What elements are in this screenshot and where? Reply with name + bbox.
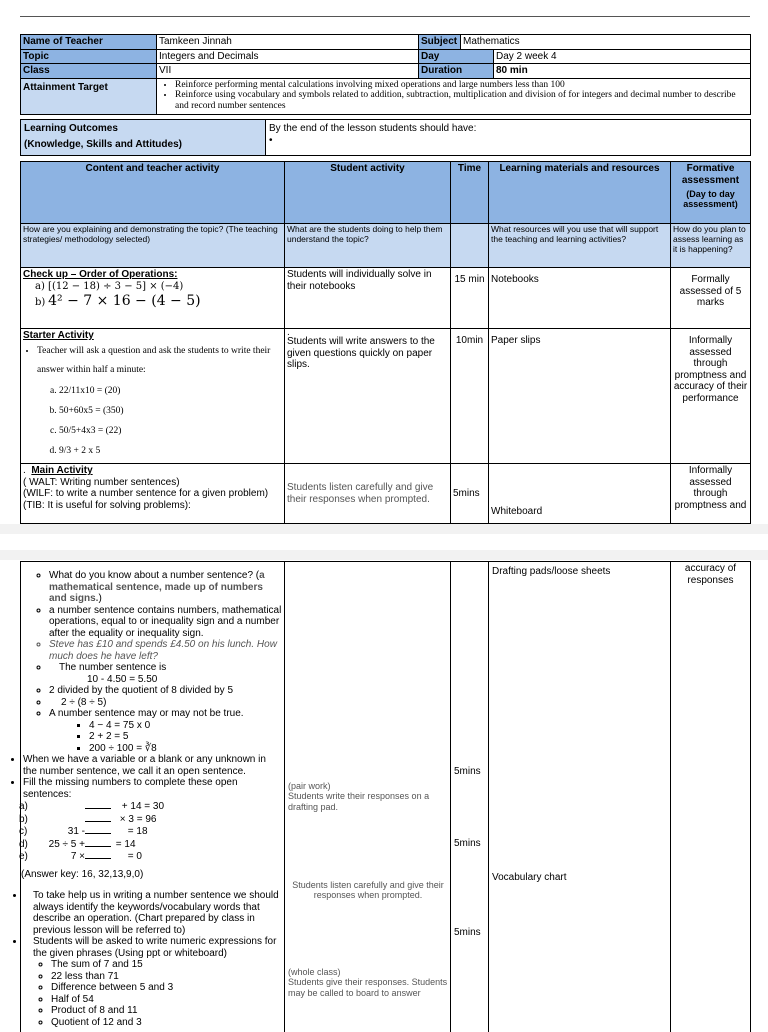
time-2: 5mins (454, 838, 481, 849)
main-dot: . (23, 465, 26, 477)
fill-post: × 3 = 96 (119, 813, 157, 825)
q1-text: What do you know about a number sentence? ( (49, 570, 260, 581)
steve-example: ◦ Steve has £10 and spends £4.50 on his lunch. How much does he have left? (49, 639, 282, 662)
starter-student (285, 329, 451, 464)
truefalse-text: A number sentence may or may not be true. (49, 708, 244, 719)
learning-outcomes-text (266, 120, 751, 156)
top-rule (20, 16, 750, 17)
page2-time (451, 562, 489, 1032)
phrase-item: ◦ Quotient of 12 and 3 (51, 1017, 282, 1029)
whole-text: Students give their responses. Students may be called to board to answer (288, 977, 448, 998)
lesson-header-table (20, 34, 751, 115)
fill-item (19, 813, 282, 826)
expressions-note (25, 936, 282, 1028)
starter-item: c. 50/5+4x3 = (22) (59, 422, 282, 442)
phrase-item: ◦ The sum of 7 and 15 (51, 959, 282, 971)
phrase-item: ◦ 22 less than 71 (51, 971, 282, 983)
fill-post: + 14 = 30 (121, 801, 165, 812)
quotient-eq: 2 ÷ (8 ÷ 5) (61, 696, 107, 708)
fill-blank (85, 850, 111, 859)
fill-letter: d) (19, 838, 28, 850)
starter-content (21, 329, 285, 464)
ns-is-text: The number sentence is (59, 662, 167, 673)
day-value: Day 2 week 4 (494, 49, 751, 64)
class-value: VII (157, 64, 419, 79)
starter-materials: Paper slips (489, 329, 671, 464)
fill-blank (85, 813, 111, 822)
page2-student (285, 562, 451, 1032)
duration-label: Duration (419, 64, 494, 79)
outcomes-label-line2: (Knowledge, Skills and Attitudes) (24, 138, 182, 150)
tf-item: ▪ 4 − 4 = 75 x 0 (89, 720, 282, 732)
checkup-time: 15 min (451, 268, 489, 329)
main-student: Students listen carefully and give their responses when prompted. (285, 464, 451, 524)
starter-item: b. 50+60x5 = (350) (59, 402, 282, 422)
guide-formative: How do you plan to assess learning as it is happening? (671, 224, 751, 268)
col-time: Time (451, 162, 489, 224)
col-materials: Learning materials and resources (489, 162, 671, 224)
whole-label: (whole class) (288, 967, 341, 977)
main-activity-content (21, 464, 285, 524)
outcomes-intro: By the end of the lesson students should have: (269, 123, 477, 134)
fill-pre: 7 × (70, 851, 85, 862)
phrase-item: ◦ Product of 8 and 11 (51, 1005, 282, 1017)
time-1: 5mins (454, 766, 481, 777)
attainment-target-label: Attainment Target (21, 78, 157, 114)
formative-heading: Formative assessment (681, 163, 740, 186)
starter-item: d. 9/3 + 2 x 5 (59, 442, 282, 462)
col-student: Student activity (285, 162, 451, 224)
learning-outcomes-table (20, 119, 751, 156)
outcomes-bullet: • (269, 134, 273, 146)
page2-materials (489, 562, 671, 1032)
fill-blank (85, 825, 111, 834)
fill-text: Fill the missing numbers to complete these open sentences: (23, 777, 238, 800)
guide-time (451, 224, 489, 268)
starter-title: Starter Activity (23, 330, 94, 341)
fill-instruction (19, 777, 282, 863)
fill-item (19, 800, 282, 813)
main-time: 5mins (451, 464, 489, 524)
starter-item: a. 22/11x10 = (20) (59, 382, 282, 402)
guide-content: How are you explaining and demonstrating the topic? (The teaching strategies/ methodology selected) (21, 224, 285, 268)
q1-answer: a mathematical sentence, made up of numbers and signs. (49, 570, 265, 604)
q-number-sentence (49, 570, 282, 605)
checkup-content (21, 268, 285, 329)
fill-pre: 31 - (67, 826, 85, 837)
starter-time: 10min (451, 329, 489, 464)
fill-item (19, 825, 282, 838)
fill-letter: b) (19, 813, 28, 825)
answer-key: (Answer key: 16, 32,13,9,0) (21, 868, 144, 880)
fill-item (19, 838, 282, 851)
attainment-targets (157, 78, 751, 114)
materials-drafting: Drafting pads/loose sheets (492, 566, 611, 577)
keywords-note: • To take help us in writing a number sentence we should always identify the keywords/vocabulary words that describe an operation. (Chart prepared by class in previous lesson will be referred to) (25, 890, 282, 936)
time-3: 5mins (454, 927, 481, 938)
col-formative (671, 162, 751, 224)
activity-table-page2 (20, 561, 751, 1032)
fill-post: = 14 (115, 838, 136, 850)
fill-letter: e) (19, 851, 28, 862)
day-label: Day (419, 49, 494, 64)
fill-items (19, 800, 282, 863)
number-sentence-is (49, 662, 282, 685)
topic-label: Topic (21, 49, 157, 64)
true-false-note (49, 708, 282, 754)
activity-table-page1 (20, 161, 751, 524)
tf-item: ▪ 200 ÷ 100 = ∛8 (89, 743, 282, 755)
checkup-formative: Formally assessed of 5 marks (671, 268, 751, 329)
starter-intro: • Teacher will ask a question and ask the students to write their answer within half a minute: (37, 342, 282, 381)
class-label: Class (21, 64, 157, 79)
page2-formative: accuracy of responses (671, 562, 751, 1032)
expressions-text: Students will be asked to write numeric expressions for the given phrases (Using ppt or whiteboard) (33, 936, 277, 959)
guide-materials: What resources will you use that will support the teaching and learning activities? (489, 224, 671, 268)
definition: ◦ a number sentence contains numbers, mathematical operations, equal to or inequality sign and a number after the equality or inequality sign. (49, 605, 282, 640)
pair-text: Students write their responses on a drafting pad. (288, 791, 430, 812)
checkup-title: Check up – Order of Operations: (23, 269, 178, 280)
learning-outcomes-label (21, 120, 266, 156)
fill-post: = 0 (127, 851, 142, 862)
main-formative: Informally assessed through promptness and (671, 464, 751, 524)
whole-class (288, 967, 448, 998)
target-item: • Reinforce performing mental calculations involving mixed operations and large numbers less than 100 (175, 80, 748, 91)
tib-text: (TIB: It is useful for solving problems): (23, 499, 191, 511)
walt-text: ( WALT: Writing number sentences) (23, 476, 180, 488)
checkup-item-b: 4² − 7 × 16 − (4 − 5) (48, 293, 201, 309)
subject-label: Subject (419, 35, 461, 50)
phrase-item: ◦ Half of 54 (51, 994, 282, 1006)
fill-blank (85, 800, 111, 809)
target-item: • Reinforce using vocabulary and symbols related to addition, subtraction, multiplication and division of for integers and decimal number to describe and record number sentences (175, 90, 748, 112)
fill-letter: c) (19, 826, 28, 837)
quotient-expression (49, 697, 282, 709)
outcomes-label-line1: Learning Outcomes (24, 123, 118, 134)
q1-end: ) (98, 593, 102, 604)
fill-letter: a) (19, 801, 28, 812)
checkup-materials: Notebooks (489, 268, 671, 329)
ns-equation: 10 - 4.50 = 5.50 (87, 673, 158, 685)
open-sentence-note: • When we have a variable or a blank or any unknown in the number sentence, we call it an open sentence. (23, 754, 282, 777)
formative-subheading: (Day to day assessment) (683, 189, 738, 210)
starter-student-mark: . (287, 327, 290, 338)
col-content: Content and teacher activity (21, 162, 285, 224)
topic-value: Integers and Decimals (157, 49, 419, 64)
checkup-item-b-label: b) (35, 297, 46, 308)
main-materials: Whiteboard (489, 464, 671, 524)
listen-text: Students listen carefully and give their responses when prompted. (292, 880, 444, 901)
wilf-text: (WILF: to write a number sentence for a given problem) (23, 488, 269, 500)
subject-value: Mathematics (461, 35, 751, 50)
guide-student: What are the students doing to help them understand the topic? (285, 224, 451, 268)
main-activity-title: Main Activity (31, 465, 93, 477)
checkup-student: Students will individually solve in their notebooks (285, 268, 451, 329)
page-gap (0, 524, 768, 560)
teacher-label: Name of Teacher (21, 35, 157, 50)
duration-value: 80 min (494, 64, 751, 79)
fill-post: = 18 (127, 826, 148, 837)
fill-blank (85, 838, 111, 847)
pair-work (288, 781, 448, 812)
starter-formative: Informally assessed through promptness and accuracy of their performance (671, 329, 751, 464)
starter-student-text: Students will write answers to the given questions quickly on paper slips. (287, 336, 435, 370)
fill-item (19, 850, 282, 863)
quotient-example: ◦ 2 divided by the quotient of 8 divided by 5 (49, 685, 282, 697)
checkup-item-a: a) [(12 − 18) ÷ 3 − 5] × (−4) (35, 280, 184, 292)
tf-item: ▪ 2 + 2 = 5 (89, 731, 282, 743)
page2-content (21, 562, 285, 1032)
teacher-value: Tamkeen Jinnah (157, 35, 419, 50)
pair-label: (pair work) (288, 781, 331, 791)
fill-pre: 25 ÷ 5 + (48, 838, 85, 850)
phrase-item: ◦ Difference between 5 and 3 (51, 982, 282, 994)
materials-vocab-chart: Vocabulary chart (492, 872, 567, 883)
